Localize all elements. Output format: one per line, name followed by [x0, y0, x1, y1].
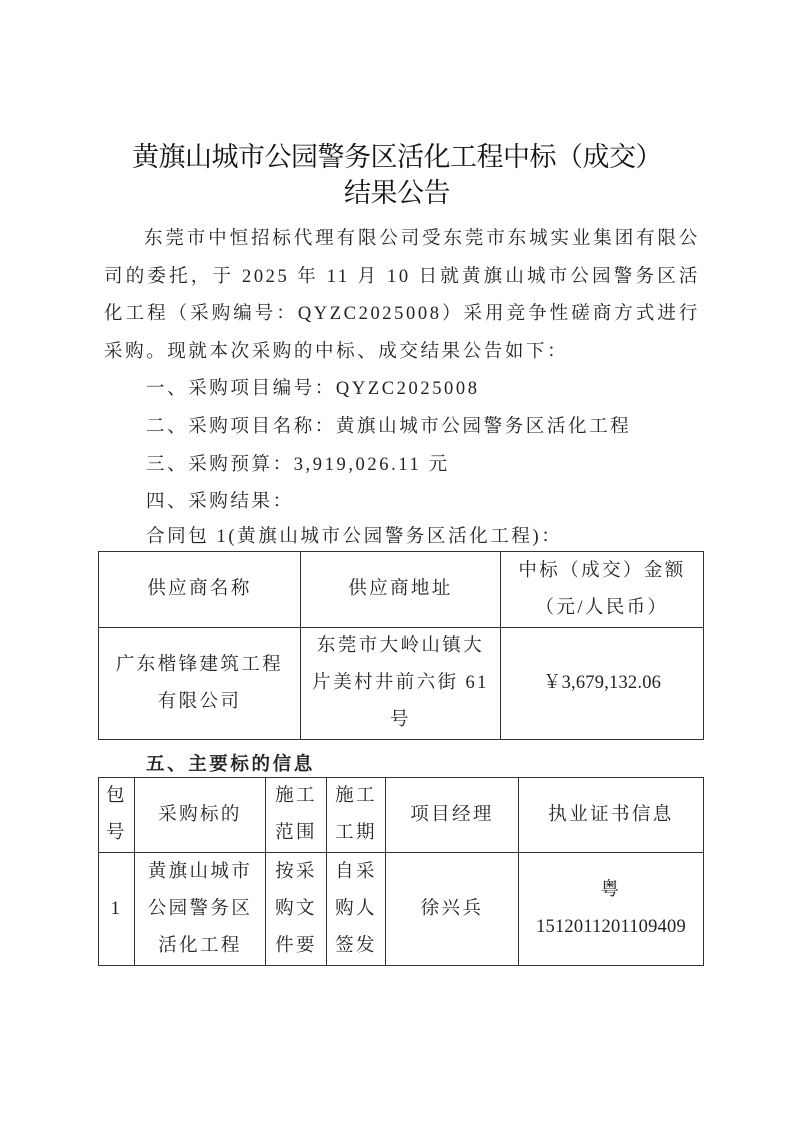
item-result-heading: 四、采购结果：	[146, 492, 294, 512]
header-package-no: 包号	[99, 778, 135, 853]
document-title-line-1: 黄旗山城市公园警务区活化工程中标（成交）	[132, 142, 662, 173]
main-info-table	[98, 777, 704, 966]
main-info-heading: 五、主要标的信息	[146, 755, 315, 775]
package-no-cell: 1	[99, 853, 135, 966]
item-project-name: 二、采购项目名称：黄旗山城市公园警务区活化工程	[146, 417, 632, 437]
result-table	[98, 551, 704, 740]
award-amount-cell: ￥3,679,132.06	[501, 628, 704, 740]
header-subject: 采购标的	[135, 778, 266, 853]
certificate-number: 1512011201109409	[536, 917, 686, 937]
intro-paragraph: 东莞市中恒招标代理有限公司受东莞市东城实业集团有限公司的委托，于 2025 年 11 月 10 日就黄旗山城市公园警务区活化工程（采购编号：QYZC2025008）采用竞争性磋商方式进行采购。现就本次采购的中标、成交结果公告如下：	[104, 229, 700, 362]
supplier-address-cell: 东莞市大岭山镇大片美村井前六街 61 号	[301, 628, 501, 740]
period-cell: 自采购人签发	[327, 853, 386, 966]
header-scope: 施工范围	[266, 778, 327, 853]
package-label: 合同包 1(黄旗山城市公园警务区活化工程)：	[146, 527, 563, 547]
certificate-prefix: 粤	[600, 880, 622, 900]
table-row	[99, 628, 704, 740]
item-budget: 三、采购预算：3,919,026.11 元	[146, 455, 450, 475]
header-period: 施工工期	[327, 778, 386, 853]
header-supplier-name: 供应商名称	[99, 552, 301, 628]
document-title-line-2: 结果公告	[344, 178, 450, 209]
table-row	[99, 853, 704, 966]
result-table-header-row	[99, 552, 704, 628]
info-table-header-row	[99, 778, 704, 853]
item-project-number: 一、采购项目编号：QYZC2025008	[146, 379, 480, 399]
supplier-name-cell: 广东楷锋建筑工程有限公司	[99, 628, 301, 740]
subject-cell: 黄旗山城市公园警务区活化工程	[135, 853, 266, 966]
header-manager: 项目经理	[386, 778, 519, 853]
header-supplier-address: 供应商地址	[301, 552, 501, 628]
manager-cell: 徐兴兵	[386, 853, 519, 966]
scope-cell: 按采购文件要	[266, 853, 327, 966]
certificate-cell	[519, 853, 704, 966]
header-award-amount: 中标（成交）金额（元/人民币）	[501, 552, 704, 628]
header-certificate: 执业证书信息	[519, 778, 704, 853]
